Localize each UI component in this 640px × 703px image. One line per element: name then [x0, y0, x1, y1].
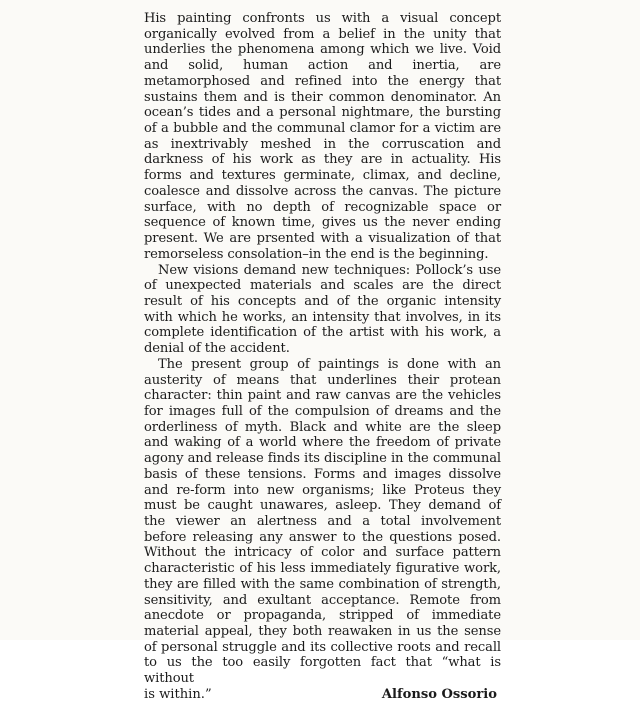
author-signature: Alfonso Ossorio	[381, 686, 497, 702]
closing-line: is within.”	[144, 686, 212, 702]
paragraph-1: His painting confronts us with a visual concept organically evolved from a belief in the unity that underlies the phenomena among which we live. Void and solid, human action and inertia, are metamorphosed and refined into the energy that sustains them and is their common denominator. An ocean’s tides and a personal nightmare, the bursting of a bubble and the communal clamor for a victim are as inextrivably meshed in the corruscation and darkness of his work as they are in actuality. His forms and textures germinate, climax, and decline, coalesce and dissolve across the canvas. The picture surface, with no depth of recognizable space or sequence of known time, gives us the never ending present. We are prsented with a visualization of that remorseless consolation–in the end is the beginning.	[144, 11, 501, 262]
paragraph-3: The present group of paintings is done with an austerity of means that underlines their protean character: thin paint and raw canvas are the vehicles for images full of the compulsion of dreams and the orderliness of myth. Black and white are the sleep and waking of a world where the freedom of private agony and release finds its discipline in the communal basis of these tensions. Forms and images dissolve and re-form into new organisms; like Proteus they must be caught unawares, asleep. They demand of the viewer an alertness and a total involvement before releasing any answer to the questions posed. Without the intricacy of color and surface pattern characteristic of his less immediately figurative work, they are filled with the same combination of strength, sensitivity, and exultant acceptance. Remote from anecdote or propaganda, stripped of immediate material appeal, they both reawaken in us the sense of personal struggle and its collective roots and recall to us the too easily forgotten fact that “what is without	[144, 356, 501, 687]
paragraph-2: New visions demand new techniques: Pollock’s use of unexpected materials and scales are the direct result of his concepts and of the organic intensity with which he works, an intensity that involves, in its complete identification of the artist with his work, a denial of the accident.	[144, 262, 501, 357]
closing-row	[144, 687, 501, 703]
essay-text	[144, 11, 501, 703]
